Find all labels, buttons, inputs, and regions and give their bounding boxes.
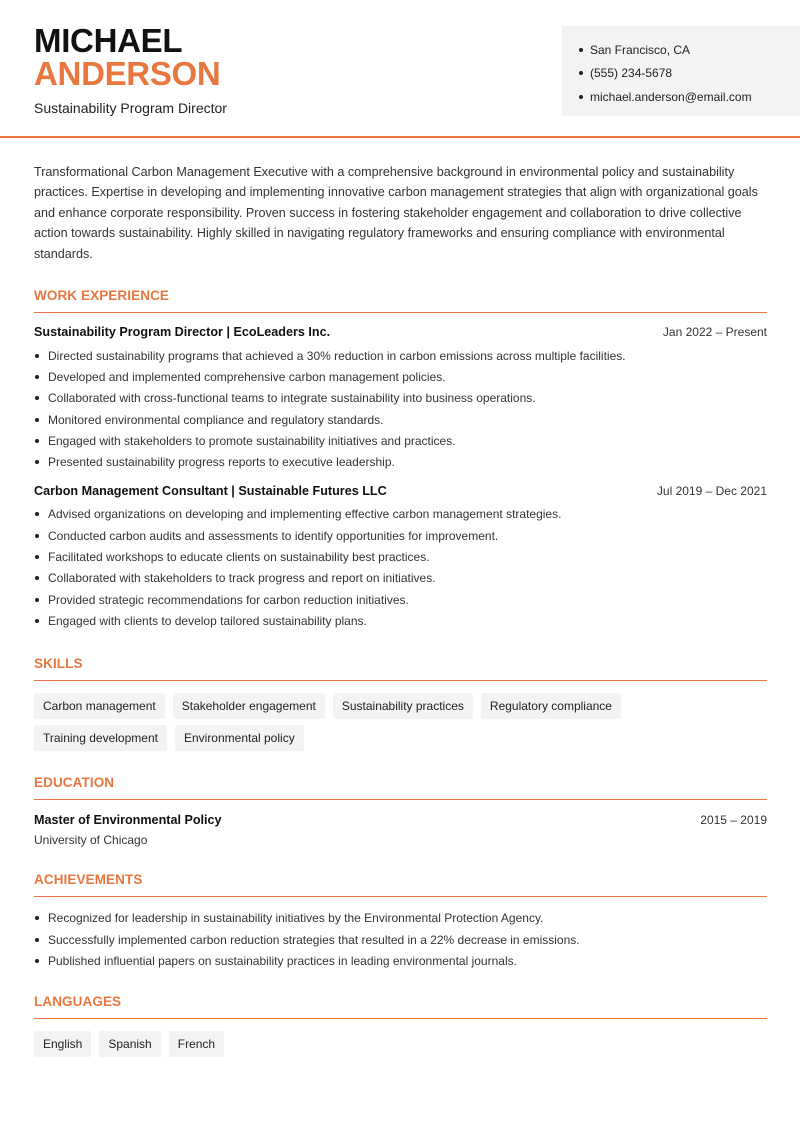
bullet-text: Recognized for leadership in sustainability initiatives by the Environmental Protection Agency. (48, 911, 544, 926)
bullet-icon (35, 916, 39, 920)
first-name: MICHAEL (34, 22, 183, 59)
bullet-icon (35, 959, 39, 963)
skill-tag: Training development (34, 725, 167, 751)
list-item (34, 610, 767, 631)
job-bullets (34, 504, 767, 632)
bullet-icon (579, 48, 583, 52)
school: University of Chicago (34, 832, 148, 847)
language-tag: Spanish (99, 1031, 160, 1057)
job-dates: Jul 2019 – Dec 2021 (656, 483, 767, 498)
list-item (34, 568, 767, 589)
education-section (34, 775, 767, 847)
bullet-text: Collaborated with cross-functional teams to integrate sustainability into business operations. (48, 391, 536, 406)
degree: Master of Environmental Policy (34, 812, 222, 827)
section-title: WORK EXPERIENCE (34, 288, 767, 313)
resume-content (34, 162, 767, 1063)
bullet-icon (35, 460, 39, 464)
bullet-icon (35, 555, 39, 559)
bullet-text: Facilitated workshops to educate clients on sustainability best practices. (48, 550, 430, 565)
list-item (34, 409, 767, 430)
job-role: Sustainability Program Director | EcoLeaders Inc. (34, 325, 331, 340)
bullet-text: Engaged with clients to develop tailored sustainability plans. (48, 613, 367, 628)
job-header (34, 484, 767, 498)
bullet-text: Advised organizations on developing and implementing effective carbon management strategies. (48, 507, 562, 522)
bullet-text: Directed sustainability programs that achieved a 30% reduction in carbon emissions across multiple facilities. (48, 348, 626, 363)
education-entry (34, 813, 767, 847)
bullet-text: Developed and implemented comprehensive carbon management policies. (48, 369, 446, 384)
bullet-icon (35, 576, 39, 580)
skills-section (34, 656, 767, 757)
achievements-section (34, 872, 767, 972)
skill-tag: Carbon management (34, 693, 165, 719)
job-entry (34, 325, 767, 473)
list-item (34, 525, 767, 546)
language-tag: French (169, 1031, 224, 1057)
list-item (34, 345, 767, 366)
section-title: EDUCATION (34, 775, 767, 800)
languages-section (34, 994, 767, 1063)
job-bullets (34, 345, 767, 473)
bullet-icon (35, 439, 39, 443)
bullet-icon (579, 71, 583, 75)
bullet-text: Published influential papers on sustainability practices in leading environmental journals. (48, 953, 517, 968)
job-entry (34, 484, 767, 632)
bullet-text: Collaborated with stakeholders to track progress and report on initiatives. (48, 571, 436, 586)
list-item (34, 366, 767, 387)
bullet-icon (35, 396, 39, 400)
contact-location (579, 38, 800, 62)
list-item (34, 929, 767, 950)
section-title: LANGUAGES (34, 994, 767, 1019)
contact-phone (579, 62, 800, 86)
skill-tag: Sustainability practices (333, 693, 473, 719)
bullet-icon (35, 598, 39, 602)
list-item (34, 504, 767, 525)
work-experience-section (34, 288, 767, 632)
education-dates: 2015 – 2019 (700, 812, 767, 827)
location-text: San Francisco, CA (590, 42, 691, 57)
bullet-icon (579, 95, 583, 99)
job-dates: Jan 2022 – Present (662, 325, 767, 340)
bullet-icon (35, 354, 39, 358)
list-item (34, 589, 767, 610)
bullet-text: Provided strategic recommendations for carbon reduction initiatives. (48, 592, 409, 607)
contact-box (562, 26, 800, 116)
list-item (34, 452, 767, 473)
summary-paragraph: Transformational Carbon Management Executive with a comprehensive background in environmental policy and sustainability practices. Expertise in developing and implementing innovative carbon management strategies that align with organizational goals and enhance corporate responsibility. Proven success in fostering stakeholder engagement and collaboration to drive collective action towards sustainability. Highly skilled in navigating regulatory frameworks and ensuring compliance with environmental standards. (34, 165, 758, 261)
resume-header (0, 0, 800, 138)
bullet-text: Monitored environmental compliance and regulatory standards. (48, 412, 384, 427)
list-item (34, 908, 767, 929)
language-tags (34, 1031, 767, 1063)
contact-email (579, 85, 800, 109)
bullet-text: Conducted carbon audits and assessments to identify opportunities for improvement. (48, 528, 499, 543)
skill-tag: Regulatory compliance (481, 693, 621, 719)
list-item (34, 388, 767, 409)
skills-tags (34, 693, 767, 757)
last-name: ANDERSON (34, 55, 221, 92)
job-header (34, 325, 767, 339)
bullet-icon (35, 938, 39, 942)
skill-tag: Stakeholder engagement (173, 693, 325, 719)
bullet-icon (35, 534, 39, 538)
list-item (34, 430, 767, 451)
bullet-icon (35, 375, 39, 379)
bullet-text: Presented sustainability progress reports to executive leadership. (48, 455, 395, 470)
bullet-icon (35, 512, 39, 516)
bullet-icon (35, 418, 39, 422)
section-title: SKILLS (34, 656, 767, 681)
achievement-bullets (34, 908, 767, 972)
education-header (34, 813, 767, 827)
bullet-icon (35, 619, 39, 623)
job-title: Sustainability Program Director (34, 100, 227, 116)
phone-text: (555) 234-5678 (590, 66, 673, 81)
language-tag: English (34, 1031, 91, 1057)
job-role: Carbon Management Consultant | Sustainable Futures LLC (34, 483, 387, 498)
section-title: ACHIEVEMENTS (34, 872, 767, 897)
email-text: michael.anderson@email.com (590, 89, 752, 104)
list-item (34, 950, 767, 971)
bullet-text: Engaged with stakeholders to promote sustainability initiatives and practices. (48, 433, 456, 448)
list-item (34, 546, 767, 567)
bullet-text: Successfully implemented carbon reduction strategies that resulted in a 22% decrease in emissions. (48, 932, 580, 947)
skill-tag: Environmental policy (175, 725, 304, 751)
